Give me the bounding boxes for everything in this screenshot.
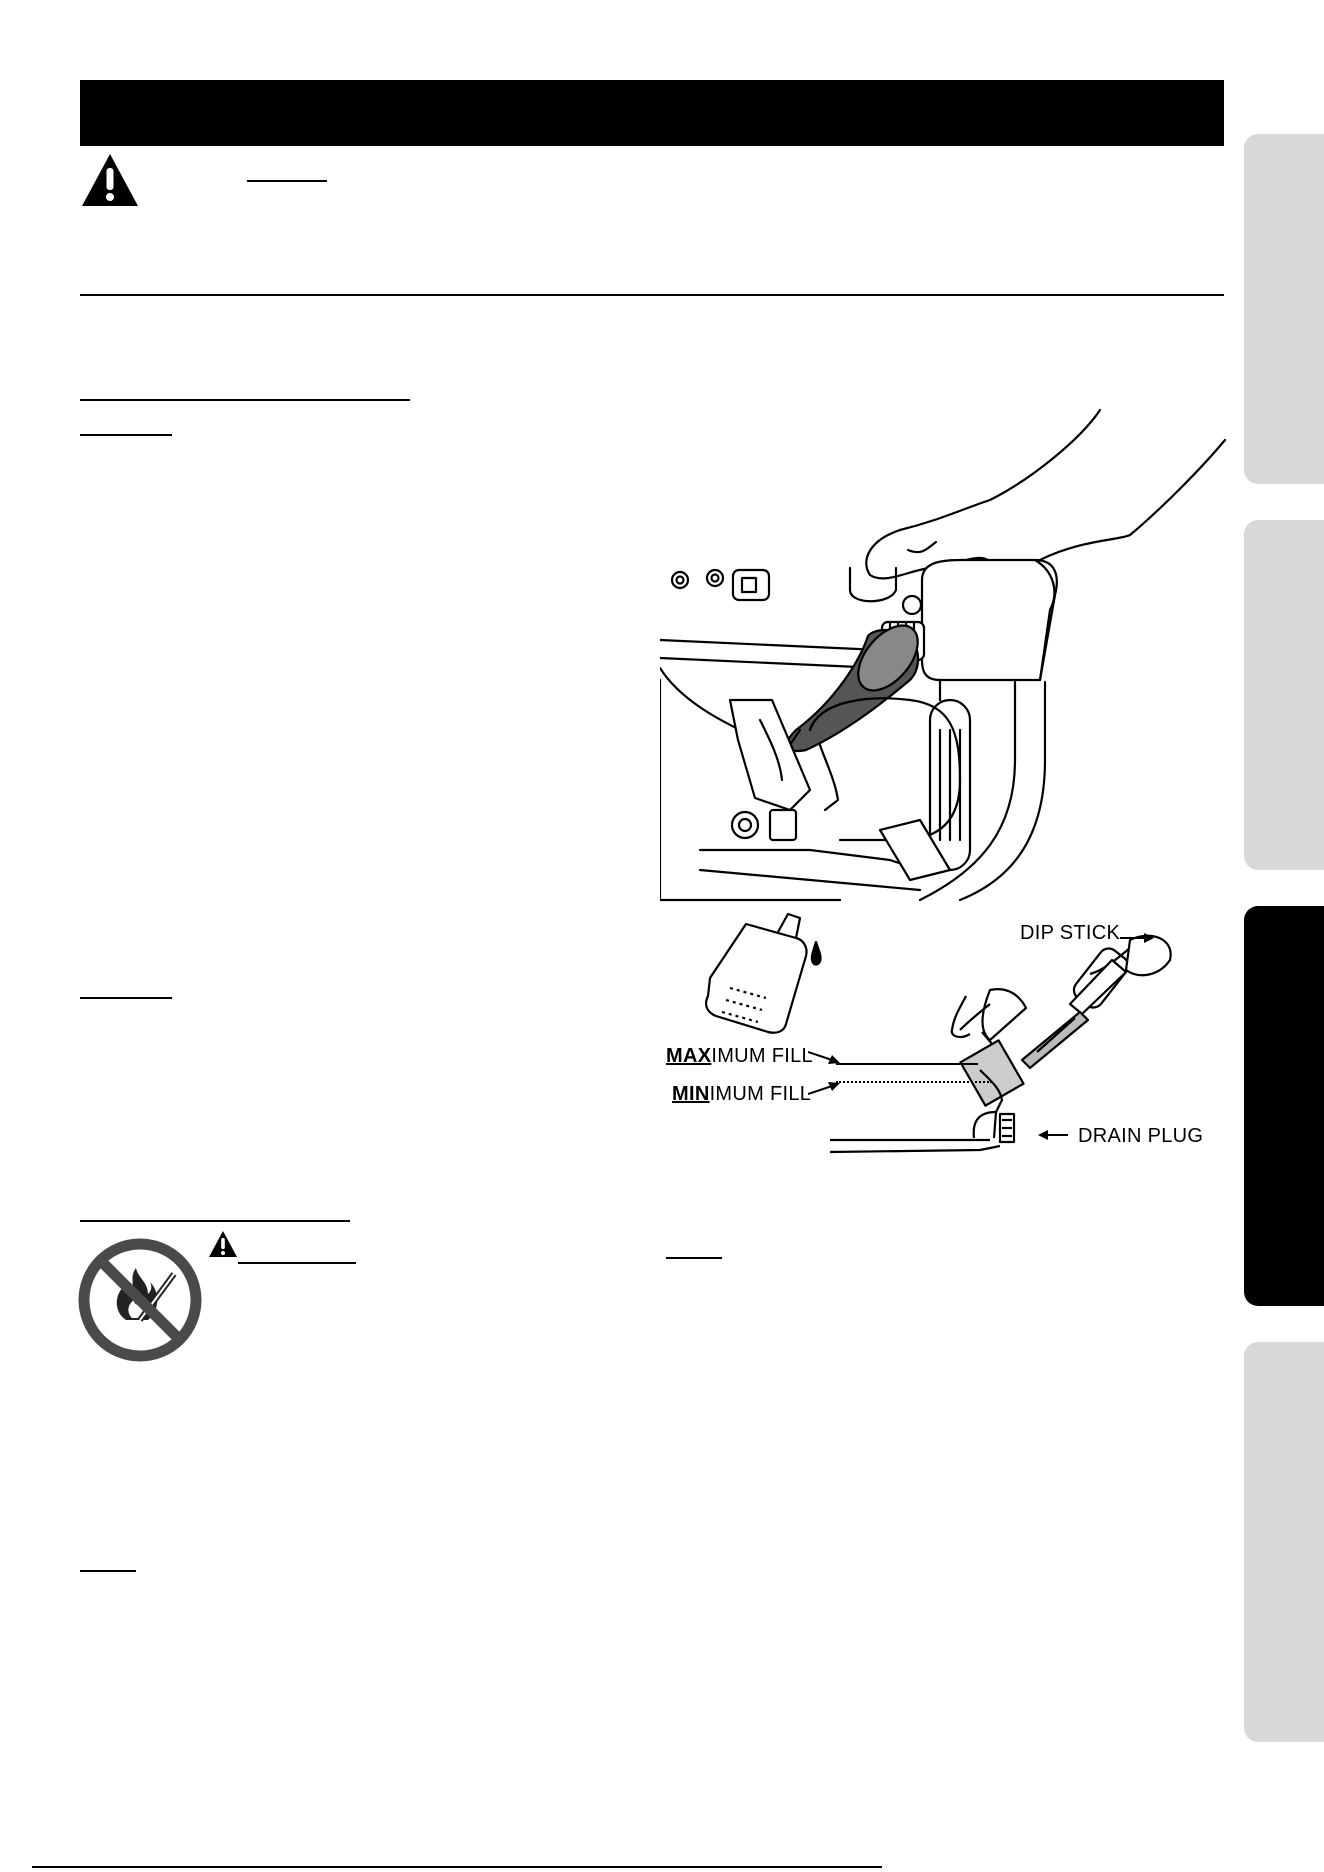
note-heading-underline [80, 1570, 136, 1572]
warning-heading-underline [238, 1262, 356, 1264]
side-tab[interactable] [1244, 520, 1324, 870]
step-heading-underline [80, 997, 172, 999]
subsection-heading-underline [80, 1220, 350, 1222]
warning-icon [208, 1230, 238, 1258]
subsection-heading-underline [80, 399, 410, 401]
dip-stick-label: DIP STICK [1020, 922, 1121, 944]
warning-icon [80, 152, 140, 208]
oil-filling-illustration [660, 400, 1230, 910]
drain-plug-label: DRAIN PLUG [1078, 1125, 1204, 1147]
oil-bottle-icon [700, 908, 832, 1038]
footer-rule [32, 1866, 882, 1868]
arrow-icon [808, 1050, 840, 1066]
side-tab[interactable] [1244, 134, 1324, 484]
minimum-fill-line [836, 1081, 992, 1083]
side-tab-active[interactable] [1244, 906, 1324, 1306]
maximum-fill-line [836, 1063, 978, 1065]
arrow-right-icon [1120, 932, 1154, 944]
note-heading-underline [666, 1257, 722, 1259]
step-heading-underline [80, 434, 172, 436]
warning-heading-underline [247, 180, 327, 182]
section-header-bar [80, 80, 1224, 146]
minimum-fill-label: MINIMUM FILL [672, 1083, 812, 1105]
arrow-icon [808, 1080, 840, 1096]
section-divider [80, 294, 1224, 296]
arrow-left-icon [1038, 1129, 1068, 1141]
maximum-fill-label: MAXIMUM FILL [666, 1045, 813, 1067]
side-tab[interactable] [1244, 1342, 1324, 1742]
no-open-flame-icon [78, 1238, 202, 1362]
